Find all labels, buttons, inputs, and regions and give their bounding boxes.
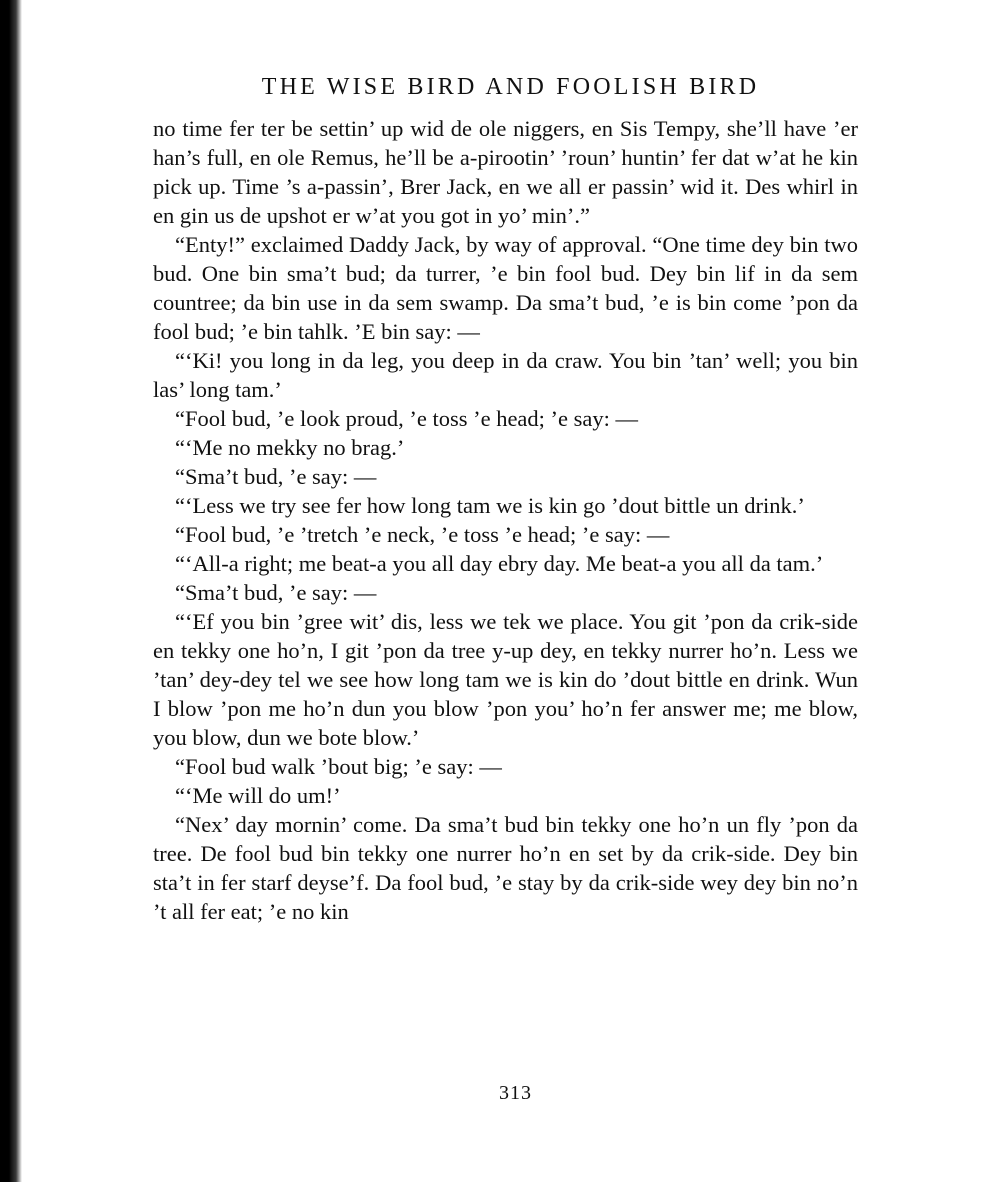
paragraph: “‘Ki! you long in da leg, you deep in da craw. You bin ’tan’ well; you bin las’ long tam.’ bbox=[153, 348, 858, 402]
paragraph: “‘Me no mekky no brag.’ bbox=[175, 435, 405, 460]
paragraph: “Fool bud, ’e ’tretch ’e neck, ’e toss ’e head; ’e say: — bbox=[175, 522, 670, 547]
paragraph: “Fool bud, ’e look proud, ’e toss ’e head; ’e say: — bbox=[175, 406, 639, 431]
paragraph: “Sma’t bud, ’e say: — bbox=[175, 464, 377, 489]
body-text bbox=[153, 114, 858, 926]
book-binding-edge bbox=[0, 0, 22, 1182]
book-page bbox=[153, 70, 858, 1104]
paragraph: “Fool bud walk ’bout big; ’e say: — bbox=[175, 754, 502, 779]
paragraph: “‘All-a right; me beat-a you all day ebry day. Me beat-a you all da tam.’ bbox=[175, 551, 824, 576]
running-head: THE WISE BIRD AND FOOLISH BIRD bbox=[261, 74, 760, 100]
paragraph: “Nex’ day mornin’ come. Da sma’t bud bin tekky one ho’n un fly ’pon da tree. De fool bud bin tekky one nurrer ho’n en set by da crik-side. Dey bin sta’t in fer starf deyse’f. Da fool bud, ’e stay by da crik-side wey dey bin no’n ’t all fer eat; ’e no kin bbox=[153, 812, 858, 924]
paragraph: “‘Less we try see fer how long tam we is kin go ’dout bittle un drink.’ bbox=[175, 493, 805, 518]
paragraph: no time fer ter be settin’ up wid de ole niggers, en Sis Tempy, she’ll have ’er han’s full, en ole Remus, he’ll be a-pirootin’ ’roun’ huntin’ fer dat w’at he kin pick up. Time ’s a-passin’, Brer Jack, en we all er passin’ wid it. Des whirl in en gin us de upshot er w’at you got in yo’ min’.” bbox=[153, 116, 858, 228]
paragraph: “Sma’t bud, ’e say: — bbox=[175, 580, 377, 605]
paragraph: “‘Me will do um!’ bbox=[175, 783, 341, 808]
page-number: 313 bbox=[499, 1082, 532, 1104]
paragraph: “‘Ef you bin ’gree wit’ dis, less we tek we place. You git ’pon da crik-side en tekky one ho’n, I git ’pon da tree y-up dey, en tekky nurrer ho’n. Less we ’tan’ dey-dey tel we see how long tam we is kin do ’dout bittle en drink. Wun I blow ’pon me ho’n dun you blow ’pon you’ ho’n fer answer me; me blow, you blow, dun we bote blow.’ bbox=[153, 609, 858, 750]
paragraph: “Enty!” exclaimed Daddy Jack, by way of approval. “One time dey bin two bud. One bin sma’t bud; da turrer, ’e bin fool bud. Dey bin lif in da sem countree; da bin use in da sem swamp. Da sma’t bud, ’e is bin come ’pon da fool bud; ’e bin tahlk. ’E bin say: — bbox=[153, 232, 858, 344]
